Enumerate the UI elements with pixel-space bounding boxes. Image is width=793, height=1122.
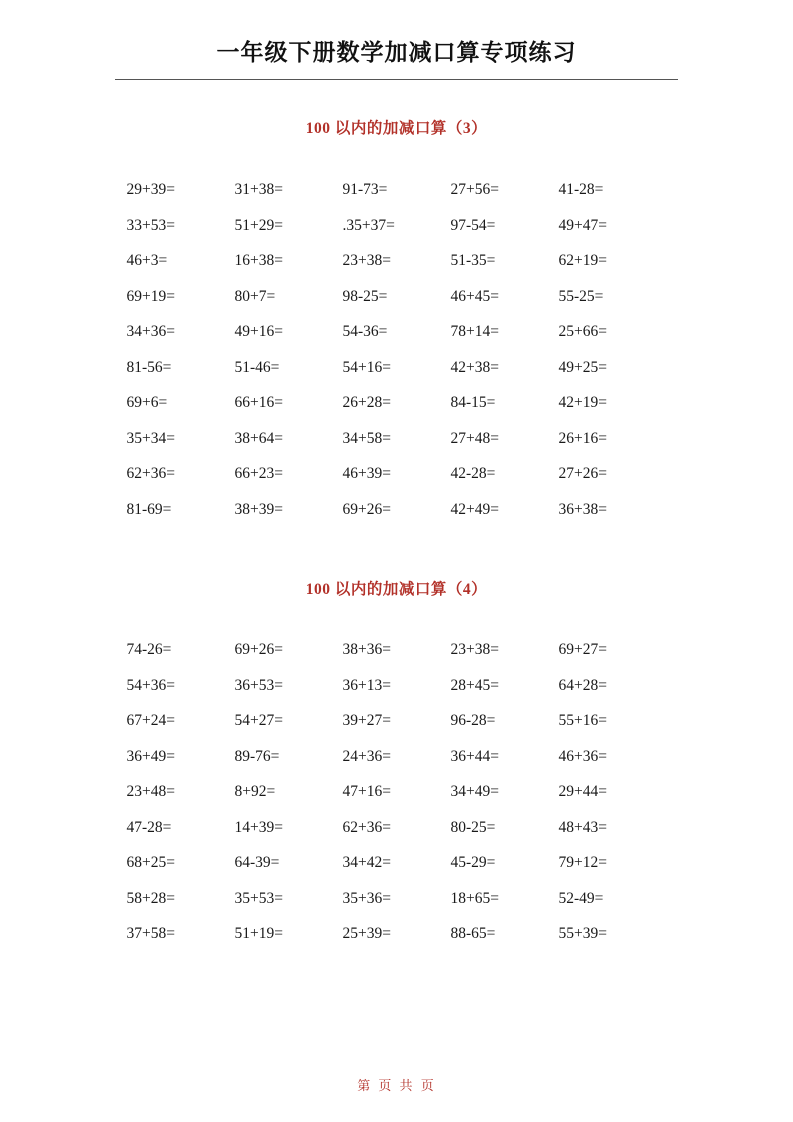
problem-item: 66+23= [234,465,283,482]
problem-item: 34+42= [342,854,391,871]
problem-item: 38+36= [342,641,391,658]
page-footer: 第 页 共 页 [357,1079,436,1094]
problem-item: 42-28= [450,465,496,482]
problem-grid-4 [127,599,667,952]
problem-item: 55+39= [558,925,607,942]
problem-item: 54+36= [126,676,175,694]
problem-item: 79+12= [558,854,607,871]
problem-item: 27+48= [450,429,499,447]
problem-item: 47+16= [342,783,391,800]
problem-item: 49+47= [558,216,607,234]
problem-item: 88-65= [450,925,496,942]
problem-item: 55-25= [558,287,604,305]
problem-item: 84-15= [450,394,496,411]
problem-item: 81-56= [126,358,172,376]
problem-item: 91-73= [342,181,388,198]
problem-item: 97-54= [450,216,496,234]
problem-item: 33+53= [126,216,175,234]
problem-item: 58+28= [126,889,175,907]
problem-item: 46+39= [342,465,391,482]
problem-item: 25+66= [558,323,607,340]
problem-item: 39+27= [342,712,391,729]
problem-item: 36+53= [234,676,283,694]
problem-item: 51-35= [450,252,496,269]
section-heading: 100 以内的加减口算（3） [305,120,488,137]
problem-item: 36+13= [342,676,391,694]
problem-item: 67+24= [126,712,175,729]
problem-item: 54+27= [234,712,283,729]
problem-item: 62+19= [558,252,607,269]
problem-item: 29+39= [126,181,175,198]
section-practice-4 [0,527,793,952]
problem-item: 42+49= [450,500,499,518]
problem-item: 69+27= [558,641,607,658]
problem-item: 34+58= [342,429,391,447]
problem-item: 49+16= [234,323,283,340]
problem-item: 23+48= [126,783,175,800]
problem-item: 46+45= [450,287,499,305]
problem-item: 74-26= [126,641,172,658]
problem-item: 36+44= [450,747,499,765]
problem-item: 31+38= [234,181,283,198]
problem-item: 81-69= [126,500,172,518]
problem-item: 66+16= [234,394,283,411]
problem-item: 35+34= [126,429,175,447]
problem-item: 45-29= [450,854,496,871]
problem-item: 26+16= [558,429,607,447]
problem-item: 62+36= [342,818,391,836]
problem-item: 47-28= [126,818,172,836]
problem-item: 46+36= [558,747,607,765]
problem-item: 38+39= [234,500,283,518]
problem-item: 96-28= [450,712,496,729]
problem-item: 42+38= [450,358,499,376]
problem-item: 51-46= [234,358,280,376]
problem-item: 52-49= [558,889,604,907]
problem-item: 89-76= [234,747,280,765]
problem-item: 25+39= [342,925,391,942]
problem-item: 28+45= [450,676,499,694]
problem-item: 64+28= [558,676,607,694]
problem-item: 8+92= [234,783,276,800]
problem-item: 54+16= [342,358,391,376]
problem-item: 80-25= [450,818,496,836]
problem-item: 78+14= [450,323,499,340]
problem-item: 51+19= [234,925,283,942]
problem-item: 27+26= [558,465,607,482]
problem-item: 80+7= [234,287,276,305]
problem-item: 69+6= [126,394,168,411]
problem-item: 55+16= [558,712,607,729]
problem-item: .35+37= [342,216,395,234]
problem-item: 34+36= [126,323,175,340]
section-heading: 100 以内的加减口算（4） [305,581,488,598]
problem-item: 62+36= [126,465,175,482]
problem-item: 26+28= [342,394,391,411]
problem-item: 16+38= [234,252,283,269]
problem-item: 37+58= [126,925,175,942]
problem-item: 23+38= [342,252,391,269]
problem-item: 36+49= [126,747,175,765]
problem-item: 46+3= [126,252,168,269]
problem-item: 51+29= [234,216,283,234]
problem-item: 98-25= [342,287,388,305]
problem-item: 69+26= [342,500,391,518]
problem-item: 34+49= [450,783,499,800]
problem-item: 23+38= [450,641,499,658]
page-title: 一年级下册数学加减口算专项练习 [216,40,577,66]
problem-item: 69+19= [126,287,175,305]
problem-grid-3 [127,138,667,527]
problem-item: 69+26= [234,641,283,658]
problem-item: 35+53= [234,889,283,907]
problem-item: 49+25= [558,358,607,376]
problem-item: 27+56= [450,181,499,198]
problem-item: 38+64= [234,429,283,447]
problem-item: 36+38= [558,500,607,518]
problem-item: 35+36= [342,889,391,907]
problem-item: 64-39= [234,854,280,871]
problem-item: 29+44= [558,783,607,800]
section-practice-3 [0,80,793,527]
problem-item: 42+19= [558,394,607,411]
problem-item: 68+25= [126,854,175,871]
problem-item: 48+43= [558,818,607,836]
problem-item: 14+39= [234,818,283,836]
problem-item: 41-28= [558,181,604,198]
problem-item: 24+36= [342,747,391,765]
problem-item: 18+65= [450,889,499,907]
problem-item: 54-36= [342,323,388,340]
